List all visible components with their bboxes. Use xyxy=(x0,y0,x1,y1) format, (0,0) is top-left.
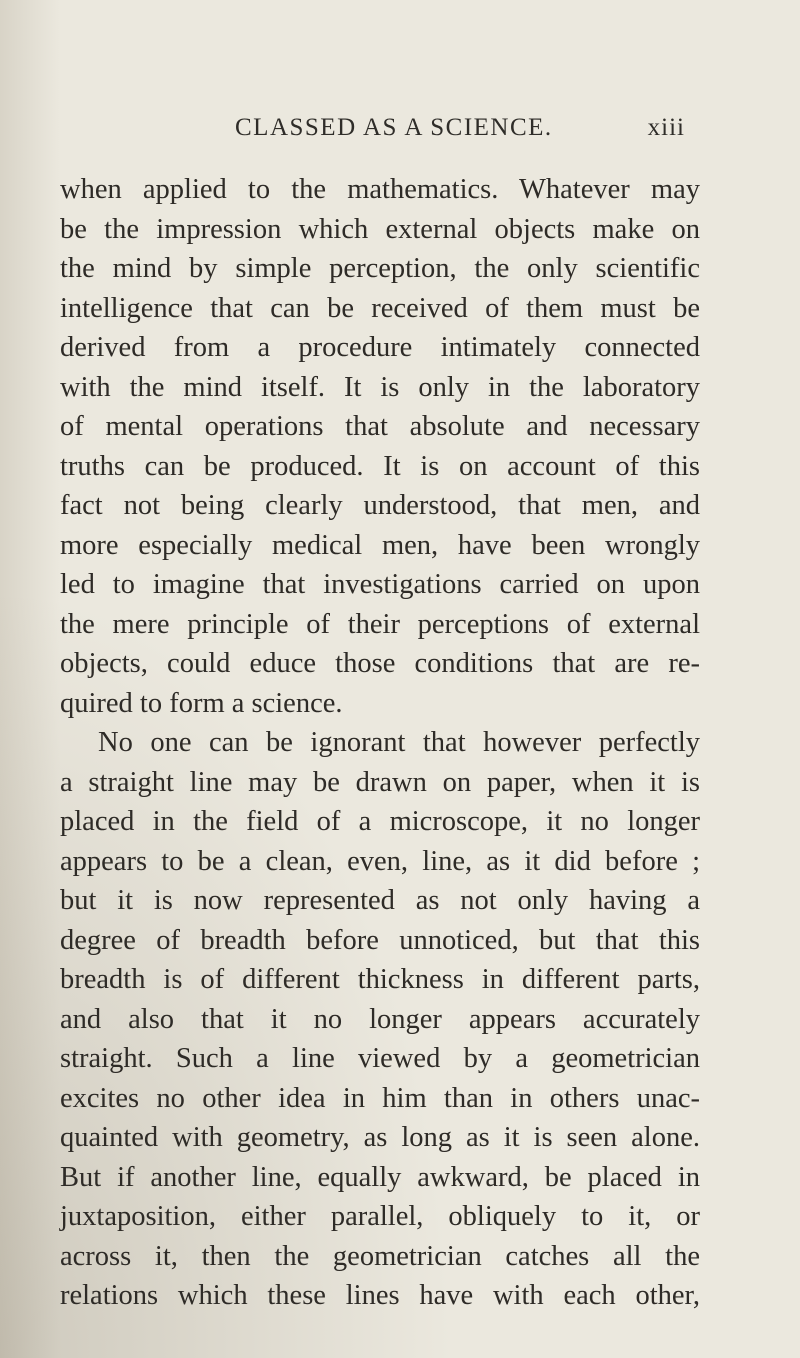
text-line: of mental operations that absolute and necessary xyxy=(60,411,700,442)
text-line: the mind by simple perception, the only scientific xyxy=(60,253,700,284)
text-line: quainted with geometry, as long as it is seen alone. xyxy=(60,1122,700,1153)
text-line: breadth is of different thickness in different parts, xyxy=(60,964,700,995)
paragraph xyxy=(60,170,700,723)
paragraph xyxy=(60,723,700,1316)
text-line: degree of breadth before unnoticed, but that this xyxy=(60,924,700,956)
text-line: led to imagine that investigations carried on upon xyxy=(60,569,700,600)
text-line: be the impression which external objects make on xyxy=(60,213,700,245)
text-line: But if another line, equally awkward, be placed in xyxy=(60,1161,700,1193)
running-head-title: CLASSED AS A SCIENCE. xyxy=(235,114,553,141)
text-line: straight. Such a line viewed by a geometrician xyxy=(60,1043,700,1074)
text-line: a straight line may be drawn on paper, when it is xyxy=(60,766,700,798)
text-line: across it, then the geometrician catches all the xyxy=(60,1240,700,1272)
page-number: xiii xyxy=(647,114,685,141)
text-line: relations which these lines have with each other, xyxy=(60,1280,700,1311)
text-line: and also that it no longer appears accurately xyxy=(60,1003,700,1035)
text-line: appears to be a clean, even, line, as it did before ; xyxy=(60,845,700,877)
running-head xyxy=(235,110,685,146)
text-line: with the mind itself. It is only in the laboratory xyxy=(60,371,700,403)
body-text xyxy=(60,170,700,1316)
text-line: juxtaposition, either parallel, obliquely to it, or xyxy=(60,1201,700,1232)
text-line: objects, could educe those conditions that are re- xyxy=(60,648,700,679)
text-line: the mere principle of their perceptions of external xyxy=(60,608,700,640)
text-line: quired to form a science. xyxy=(60,687,343,719)
text-line: fact not being clearly understood, that men, and xyxy=(60,490,700,521)
text-line: derived from a procedure intimately connected xyxy=(60,332,700,363)
text-line: placed in the field of a microscope, it no longer xyxy=(60,806,700,837)
text-line: No one can be ignorant that however perfectly xyxy=(98,727,700,758)
text-line: truths can be produced. It is on account of this xyxy=(60,450,700,482)
text-line: but it is now represented as not only having a xyxy=(60,885,700,916)
text-line: excites no other idea in him than in others unac- xyxy=(60,1082,700,1114)
text-line: intelligence that can be received of them must be xyxy=(60,292,700,324)
text-line: more especially medical men, have been wrongly xyxy=(60,529,700,561)
text-line: when applied to the mathematics. Whatever may xyxy=(60,174,700,205)
